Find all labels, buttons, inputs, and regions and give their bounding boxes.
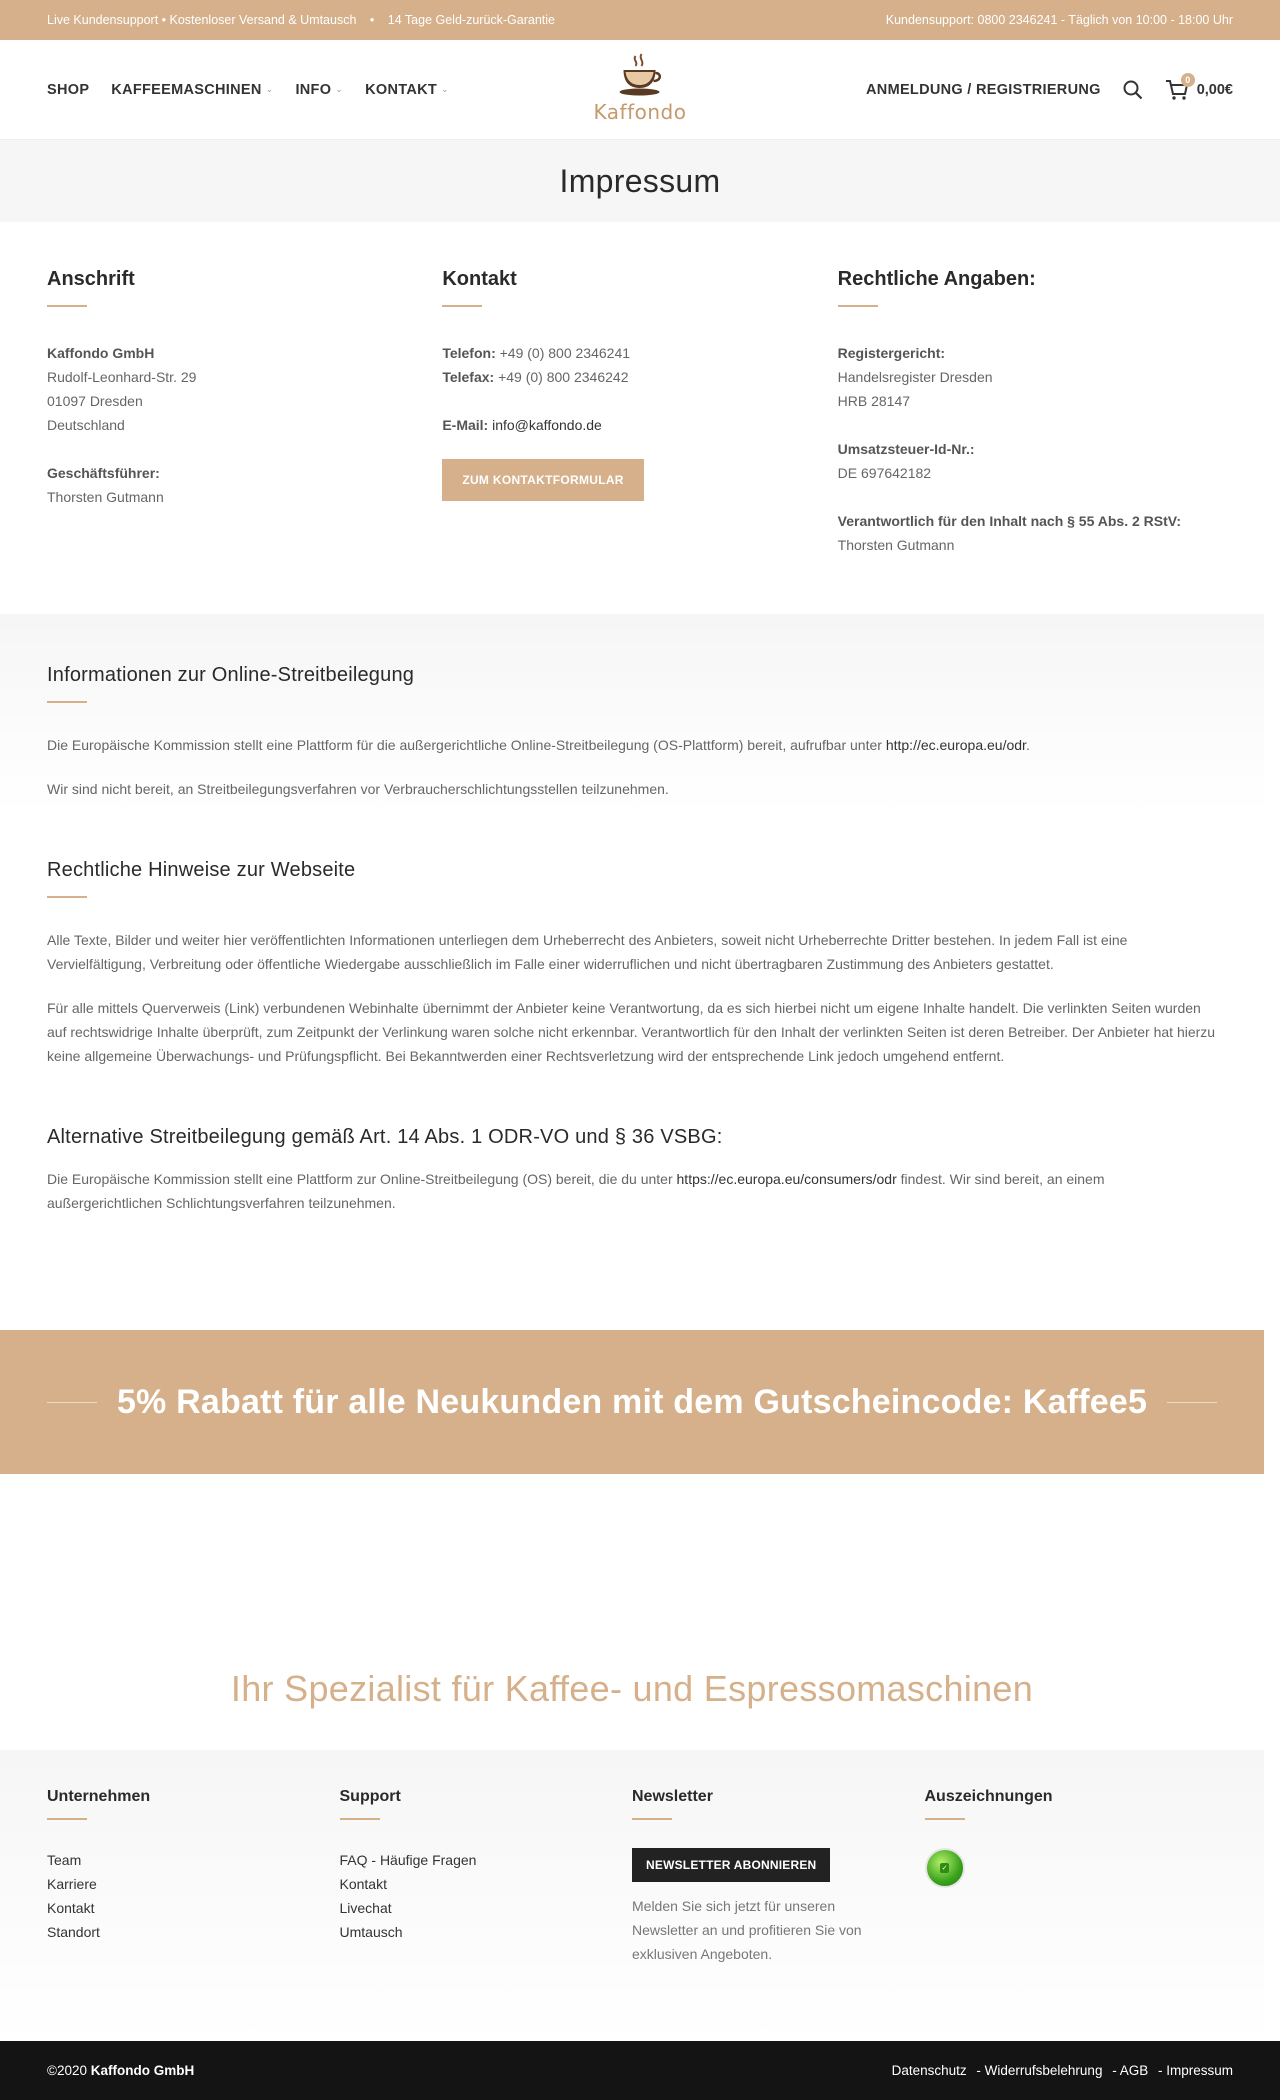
vat-block [838, 437, 1233, 485]
heading-underline [47, 1818, 87, 1820]
chevron-down-icon: ⌄ [441, 84, 449, 94]
banner-divider [47, 1402, 97, 1403]
impressum-columns [0, 222, 1280, 614]
cart-button[interactable] [1165, 74, 1233, 101]
page-title-bar [0, 140, 1280, 222]
footer-link-karriere[interactable]: Karriere [47, 1876, 97, 1892]
odr-link[interactable]: http://ec.europa.eu/odr [885, 737, 1026, 753]
cart-count-badge: 0 [1181, 73, 1195, 87]
heading-underline [47, 305, 87, 307]
paragraph-end: . [1025, 737, 1030, 753]
legal-links [892, 2063, 1233, 2078]
phone-block [442, 341, 837, 389]
fax-number: +49 (0) 800 2346242 [498, 369, 629, 385]
court-number: HRB 28147 [837, 393, 911, 409]
heading-underline [340, 1818, 380, 1820]
site-header [0, 40, 1280, 140]
topbar-hotline: Kundensupport: 0800 2346241 - Täglich von 10:00 - 18:00 Uhr [885, 13, 1233, 27]
section-paragraph [47, 733, 1217, 757]
footer-support-list [340, 1848, 633, 1944]
footer-link-team[interactable]: Team [47, 1852, 82, 1868]
bottom-bar [0, 2041, 1280, 2100]
nav-kontakt-label: KONTAKT [365, 81, 438, 98]
section-paragraph: Für alle mittels Querverweis (Link) verbundenen Webinhalte übernimmt der Anbieter keine Verantwortung, da es sich hierbei nicht um eigene Inhalte handelt. Die verlinkten Seiten wurden auf rechtswidrige Inhalte überprüft, zum Zeitpunkt der Verlinkung waren solche nicht erkennbar. Verantwortlich für den Inhalt der verlinkten Seiten ist deren Betreiber. Der Anbieter hat hierzu keine allgemeine Überwachungs- und Prüfungspflicht. Bei Bekanntwerden einer Rechtsverletzung wird der entsprechende Link jedoch umgehend entfernt. [47, 1000, 1216, 1064]
section-title: Rechtliche Hinweise zur Webseite [47, 859, 356, 881]
footer-support-column [340, 1788, 633, 2041]
banner-divider [1167, 1402, 1217, 1403]
specialist-heading: Ihr Spezialist für Kaffee- und Espressomaschinen [230, 1668, 1034, 1709]
heading-underline [925, 1818, 965, 1820]
heading-underline [47, 701, 87, 703]
newsletter-subscribe-button[interactable]: NEWSLETTER ABONNIEREN [632, 1848, 830, 1882]
court-label: Registergericht: [837, 345, 946, 361]
nav-kaffeemaschinen-label: KAFFEEMASCHINEN [111, 81, 262, 98]
fax-label: Telefax: [442, 369, 495, 385]
footer-company-column [47, 1788, 340, 2041]
specialist-section [0, 1474, 1264, 1750]
contact-column [442, 268, 837, 564]
link-agb[interactable]: AGB [1119, 2063, 1149, 2078]
link-separator: - [1154, 2063, 1167, 2078]
nav-info[interactable] [295, 82, 343, 98]
address-block [47, 341, 442, 437]
section-title: Informationen zur Online-Streitbeilegung [47, 664, 415, 686]
street: Rudolf-Leonhard-Str. 29 [47, 369, 197, 385]
newsletter-text: Melden Sie sich jetzt für unseren Newsletter an und profitieren Sie von exklusiven Angeboten. [632, 1898, 862, 1962]
section-alternative-dispute [47, 1126, 1217, 1215]
logo-text: Kaffondo [593, 100, 687, 124]
footer-link-standort[interactable]: Standort [47, 1924, 100, 1940]
paragraph-text: Die Europäische Kommission stellt eine Plattform zur Online-Streitbeilegung (OS) bereit, die du unter [47, 1171, 677, 1187]
legal-heading: Rechtliche Angaben: [837, 268, 1036, 290]
responsible-name: Thorsten Gutmann [837, 537, 955, 553]
ceo-block [47, 461, 442, 509]
country: Deutschland [47, 417, 125, 433]
legal-column [838, 268, 1233, 564]
site-logo[interactable] [594, 52, 687, 124]
topbar-separator: • [369, 13, 375, 27]
copyright-prefix: ©2020 [47, 2063, 91, 2078]
footer-company-list [47, 1848, 340, 1944]
site-footer [0, 1750, 1264, 2041]
court-block [838, 341, 1233, 413]
contact-heading: Kontakt [442, 268, 517, 290]
link-separator: - [972, 2063, 985, 2078]
city: 01097 Dresden [47, 393, 143, 409]
email-link[interactable]: info@kaffondo.de [492, 417, 602, 433]
court-name: Handelsregister Dresden [837, 369, 993, 385]
login-register-link[interactable]: ANMELDUNG / REGISTRIERUNG [866, 81, 1101, 98]
phone-number: +49 (0) 800 2346241 [499, 345, 631, 361]
responsible-block [838, 509, 1233, 557]
top-info-bar [0, 0, 1280, 40]
footer-heading: Auszeichnungen [924, 1788, 1053, 1805]
cart-total: 0,00€ [1196, 81, 1233, 98]
footer-heading: Support [339, 1788, 401, 1805]
paragraph-end: findest. Wir sind bereit, an einem außergerichtlichen Schlichtungsverfahren teilzunehmen. [47, 1171, 1105, 1211]
discount-banner [0, 1330, 1264, 1474]
coffee-cup-logo-icon [616, 52, 664, 98]
topbar-guarantee-text: 14 Tage Geld-zurück-Garantie [387, 13, 555, 27]
legal-info-sections [0, 614, 1264, 1330]
section-title: Alternative Streitbeilegung gemäß Art. 14 Abs. 1 ODR-VO und § 36 VSBG: [47, 1126, 723, 1148]
link-separator: - [1108, 2063, 1120, 2078]
footer-newsletter-column [632, 1788, 925, 2041]
heading-underline [47, 896, 87, 898]
footer-link-support-kontakt[interactable]: Kontakt [339, 1876, 387, 1892]
nav-kaffeemaschinen[interactable] [111, 82, 273, 98]
section-legal-notes [47, 859, 1217, 1068]
chevron-down-icon: ⌄ [335, 84, 344, 94]
footer-link-faq[interactable]: FAQ - Häufige Fragen [339, 1852, 477, 1868]
section-online-dispute [47, 664, 1217, 801]
heading-underline [442, 305, 482, 307]
address-column [47, 268, 442, 564]
email-label: E-Mail: [442, 417, 489, 433]
ceo-name: Thorsten Gutmann [47, 489, 164, 505]
link-widerrufsbelehrung[interactable]: Widerrufsbelehrung [984, 2063, 1103, 2078]
link-impressum[interactable]: Impressum [1166, 2063, 1233, 2078]
consumers-odr-link[interactable]: https://ec.europa.eu/consumers/odr [676, 1171, 897, 1187]
responsible-label: Verantwortlich für den Inhalt nach § 55 Abs. 2 RStV: [837, 513, 1181, 529]
nav-shop-label: SHOP [47, 81, 90, 98]
footer-heading: Newsletter [632, 1788, 713, 1805]
footer-heading: Unternehmen [47, 1788, 151, 1805]
topbar-left [47, 13, 565, 27]
heading-underline [838, 305, 878, 307]
ceo-label: Geschäftsführer: [47, 465, 160, 481]
topbar-support-text: Live Kundensupport • Kostenloser Versand & Umtausch [47, 13, 357, 27]
heading-underline [632, 1818, 672, 1820]
discount-text: 5% Rabatt für alle Neukunden mit dem Gutscheincode: Kaffee5 [116, 1382, 1148, 1421]
paragraph-text: Die Europäische Kommission stellt eine Plattform für die außergerichtliche Online-Streitbeilegung (OS-Plattform) bereit, aufrufbar unter [47, 737, 886, 753]
search-icon[interactable] [1123, 80, 1143, 100]
company-name: Kaffondo GmbH [47, 345, 155, 361]
section-paragraph [47, 1167, 1217, 1215]
vat-number: DE 697642182 [837, 465, 932, 481]
chevron-down-icon: ⌄ [265, 84, 274, 94]
footer-link-livechat[interactable]: Livechat [339, 1900, 392, 1916]
footer-link-kontakt[interactable]: Kontakt [47, 1900, 95, 1916]
header-actions [866, 74, 1233, 101]
nav-kontakt[interactable] [365, 82, 449, 98]
copyright-company: Kaffondo GmbH [90, 2063, 195, 2078]
email-block [442, 413, 837, 437]
copyright [47, 2063, 194, 2078]
contact-form-button[interactable]: ZUM KONTAKTFORMULAR [442, 459, 643, 501]
cart-icon [1165, 74, 1191, 101]
phone-label: Telefon: [442, 345, 496, 361]
nav-shop[interactable] [47, 82, 89, 98]
section-paragraph: Alle Texte, Bilder und weiter hier veröffentlichten Informationen unterliegen dem Urheberrecht des Anbieters, soweit nicht Urheberrechte Dritter bestehen. In jedem Fall ist eine Vervielfältigung, Verbreitung oder öffentliche Wiedergabe ausschließlich im Falle einer widerruflichen und nicht übertragbaren Zustimmung des Anbieters gestattet. [47, 932, 1128, 972]
main-nav [47, 82, 449, 98]
address-heading: Anschrift [47, 268, 135, 290]
vat-label: Umsatzsteuer-Id-Nr.: [837, 441, 975, 457]
nav-info-label: INFO [295, 81, 332, 98]
link-datenschutz[interactable]: Datenschutz [891, 2063, 967, 2078]
award-seal-icon[interactable]: ✓ [925, 1848, 965, 1888]
footer-link-umtausch[interactable]: Umtausch [339, 1924, 403, 1940]
footer-awards-column [925, 1788, 1218, 2041]
page-title: Impressum [559, 162, 721, 199]
section-paragraph: Wir sind nicht bereit, an Streitbeilegungsverfahren vor Verbraucherschlichtungsstellen teilzunehmen. [47, 781, 669, 797]
